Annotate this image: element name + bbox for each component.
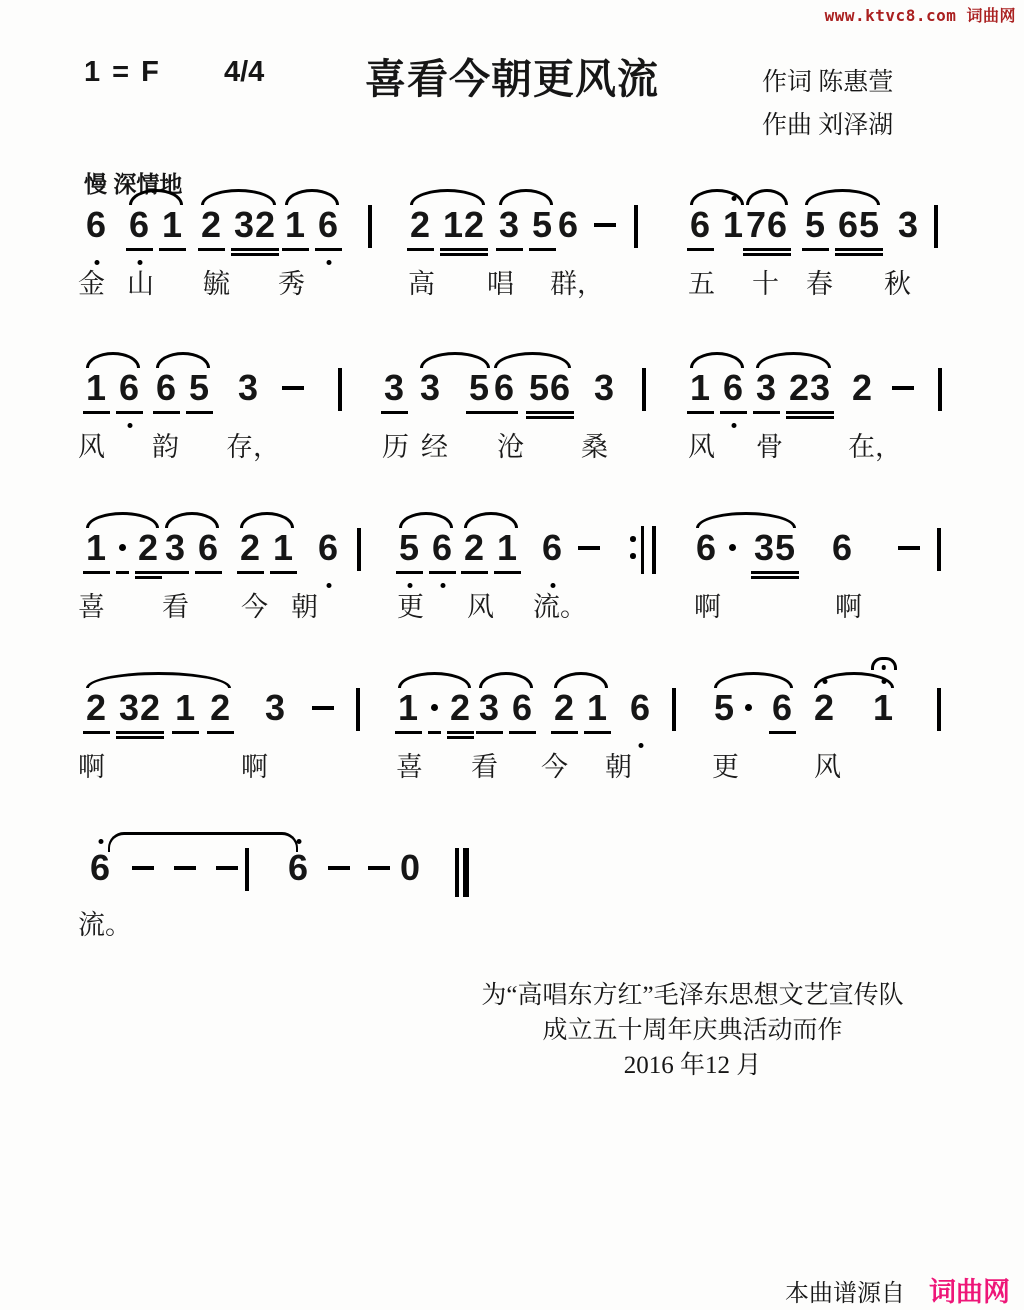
barline-repeat xyxy=(628,526,654,574)
song-title: 喜看今朝更风流 xyxy=(365,56,659,102)
slur-note-group xyxy=(497,205,555,245)
music-line xyxy=(0,368,1024,432)
dash-extension xyxy=(326,848,352,888)
note: 2 xyxy=(208,688,233,728)
note-group xyxy=(540,528,565,568)
lyric-syllable: 山 xyxy=(127,269,154,299)
slur-note-group xyxy=(477,688,535,728)
lyric-syllable: 风 xyxy=(78,432,105,462)
note: 2 xyxy=(812,688,837,728)
note: 23 xyxy=(787,368,833,408)
note: 2 xyxy=(136,528,161,568)
slur-note-group xyxy=(408,205,487,245)
note: 65 xyxy=(836,205,882,245)
note: 1 xyxy=(585,688,610,728)
dash-extension xyxy=(130,848,156,888)
lyric-syllable: 秀 xyxy=(278,269,305,299)
note: 5 xyxy=(467,368,492,408)
slur-note-group xyxy=(812,688,896,728)
barline-single xyxy=(634,205,638,248)
note: 5 xyxy=(187,368,212,408)
lyric-line xyxy=(0,585,1024,621)
note: 3 xyxy=(754,368,779,408)
note: 1 xyxy=(160,205,185,245)
slur-note-group xyxy=(492,368,573,408)
lyric-syllable: 更 xyxy=(397,592,424,622)
lyric-syllable: 流。 xyxy=(78,910,132,940)
note: 6 xyxy=(540,528,565,568)
note: 3 xyxy=(497,205,522,245)
time-signature: 4/4 xyxy=(224,56,265,88)
note: 5 xyxy=(803,205,828,245)
slur-note-group xyxy=(688,368,746,408)
lyric-syllable: 金 xyxy=(78,269,105,299)
note-group xyxy=(592,205,618,245)
slur-note-group xyxy=(418,368,492,408)
note-group xyxy=(263,688,288,728)
note: 6 xyxy=(196,528,221,568)
site-watermark: www.ktvc8.com 词曲网 xyxy=(824,6,1016,25)
note-group xyxy=(896,205,921,245)
note: 3 xyxy=(420,367,442,408)
lyric-line xyxy=(0,903,1024,939)
note: 6 xyxy=(88,848,113,888)
note: 56 xyxy=(527,368,573,408)
fermata-icon xyxy=(871,657,897,670)
lyric-syllable: 春 xyxy=(806,269,833,299)
note: 6 xyxy=(286,848,311,888)
slur-note-group xyxy=(688,205,746,245)
slur-note-group xyxy=(803,205,882,245)
note: 32 xyxy=(117,688,163,728)
note-group xyxy=(576,528,602,568)
note: 6 xyxy=(558,204,580,245)
slur-note-group xyxy=(744,205,790,245)
note: 6 xyxy=(84,205,109,245)
barline-single xyxy=(937,688,941,731)
note: 5 xyxy=(397,528,422,568)
high-octave-dot xyxy=(296,839,301,844)
lyric-syllable: 桑 xyxy=(581,432,608,462)
lyric-syllable: 历 xyxy=(382,432,409,462)
slur-note-group xyxy=(84,368,142,408)
note: 6 xyxy=(492,368,517,408)
barline-single xyxy=(245,848,249,891)
barline-single xyxy=(642,368,646,411)
note: 2 xyxy=(408,205,433,245)
slur-note-group xyxy=(396,688,473,728)
dash-extension xyxy=(896,528,922,568)
note: 5 xyxy=(714,687,736,728)
dedication-line-2: 成立五十周年庆典活动而作 xyxy=(542,1017,843,1044)
note: 0 xyxy=(400,847,422,888)
lyric-syllable: 沧 xyxy=(497,432,524,462)
note: 3 xyxy=(594,367,616,408)
lyric-syllable: 流。 xyxy=(533,592,587,622)
lyric-syllable: 韵 xyxy=(152,432,179,462)
note-group xyxy=(172,848,198,888)
note: 2 xyxy=(852,367,874,408)
augmentation-dot xyxy=(727,528,738,568)
barline-single xyxy=(672,688,676,731)
lyric-syllable: 今 xyxy=(241,592,268,622)
lyric-syllable: 啊 xyxy=(241,752,268,782)
note-group xyxy=(556,205,581,245)
lyric-syllable: 毓 xyxy=(203,269,230,299)
lyric-syllable: 喜 xyxy=(78,592,105,622)
note: 6 xyxy=(154,368,179,408)
note-group xyxy=(628,688,653,728)
note-group xyxy=(896,528,922,568)
barline-single xyxy=(937,528,941,571)
note: 1 xyxy=(84,528,109,568)
note-group xyxy=(316,528,341,568)
note: 6 xyxy=(316,528,341,568)
high-octave-dot xyxy=(822,679,827,684)
note-group xyxy=(88,848,113,888)
dash-extension xyxy=(280,368,306,408)
note-group xyxy=(890,368,916,408)
music-line xyxy=(0,528,1024,592)
note-group xyxy=(236,368,261,408)
barline-single xyxy=(338,368,342,411)
lyric-syllable: 风 xyxy=(467,592,494,622)
high-octave-dot xyxy=(98,839,103,844)
lyric-syllable: 啊 xyxy=(835,592,862,622)
lyric-syllable: 看 xyxy=(471,752,498,782)
slur-note-group xyxy=(84,688,233,728)
lyric-line xyxy=(0,262,1024,298)
note: 3 xyxy=(163,528,188,568)
note: 6 xyxy=(316,205,341,245)
note: 6 xyxy=(117,368,142,408)
dash-extension xyxy=(310,688,336,728)
note: 3 xyxy=(238,367,260,408)
dash-extension xyxy=(366,848,392,888)
lyric-syllable: 群， xyxy=(550,269,604,299)
note: 2 xyxy=(462,528,487,568)
note: 2 xyxy=(552,688,577,728)
dash-extension xyxy=(172,848,198,888)
barline-single xyxy=(938,368,942,411)
slur-note-group xyxy=(283,205,341,245)
note: 3 xyxy=(265,687,287,728)
note: 6 xyxy=(628,688,653,728)
note: 6 xyxy=(688,205,713,245)
high-octave-dot xyxy=(881,679,886,684)
note: 1 xyxy=(396,688,421,728)
note: 6 xyxy=(832,527,854,568)
lyric-syllable: 风 xyxy=(814,752,841,782)
slur-note-group xyxy=(754,368,833,408)
note-group xyxy=(592,368,617,408)
lyric-syllable: 骨 xyxy=(756,432,783,462)
lyric-syllable: 啊 xyxy=(694,592,721,622)
music-line xyxy=(0,205,1024,269)
note: 2 xyxy=(199,205,224,245)
note: 2 xyxy=(448,688,473,728)
lyric-syllable: 在， xyxy=(848,432,902,462)
note: 76 xyxy=(744,205,790,245)
lyric-syllable: 经 xyxy=(421,432,448,462)
dedication-line-1: 为“高唱东方红”毛泽东思想文艺宣传队 xyxy=(481,982,904,1009)
slur-note-group xyxy=(462,528,520,568)
lyric-syllable: 今 xyxy=(541,752,568,782)
lyric-line xyxy=(0,425,1024,461)
lyric-syllable: 看 xyxy=(162,592,189,622)
note: 2 xyxy=(238,528,263,568)
note: 1 xyxy=(173,688,198,728)
source-prefix: 本曲谱源自 xyxy=(785,1280,905,1307)
dedication-note xyxy=(420,978,965,1083)
dash-extension xyxy=(576,528,602,568)
dash-extension xyxy=(214,848,240,888)
lyric-line xyxy=(0,745,1024,781)
note: 1 xyxy=(283,205,308,245)
note: 3 xyxy=(898,204,920,245)
note: 1 xyxy=(688,368,713,408)
note: 1 xyxy=(871,688,896,728)
note-group xyxy=(326,848,352,888)
slur-note-group xyxy=(84,528,161,568)
note-group xyxy=(398,848,423,888)
key-signature: 1 = F xyxy=(84,56,161,88)
note: 6 xyxy=(770,688,795,728)
music-line xyxy=(0,688,1024,752)
augmentation-dot xyxy=(743,688,754,728)
note: 1 xyxy=(84,368,109,408)
note: 3 xyxy=(477,688,502,728)
note: 35 xyxy=(752,528,798,568)
barline-final xyxy=(455,848,469,897)
note: 1 xyxy=(721,205,746,245)
note-group xyxy=(382,368,407,408)
barline-single xyxy=(368,205,372,248)
source-brand-link[interactable]: 词曲网 xyxy=(929,1277,1010,1307)
note: 5 xyxy=(530,205,555,245)
lyric-syllable: 喜 xyxy=(396,752,423,782)
lyric-syllable: 存， xyxy=(226,432,280,462)
augmentation-dot xyxy=(429,688,440,728)
slur-note-group xyxy=(163,528,221,568)
note: 12 xyxy=(441,205,487,245)
barline-single xyxy=(356,688,360,731)
lyric-syllable: 五 xyxy=(688,269,715,299)
lyric-syllable: 十 xyxy=(752,269,779,299)
note-group xyxy=(310,688,336,728)
slur-note-group xyxy=(397,528,455,568)
slur-note-group xyxy=(199,205,278,245)
note-group xyxy=(366,848,392,888)
note: 6 xyxy=(721,368,746,408)
note-group xyxy=(280,368,306,408)
note: 32 xyxy=(232,205,278,245)
slur-note-group xyxy=(712,688,795,728)
source-attribution xyxy=(785,1270,1010,1309)
lyric-syllable: 朝 xyxy=(605,752,632,782)
slur-note-group xyxy=(238,528,296,568)
slur-note-group xyxy=(127,205,185,245)
barline-single xyxy=(357,528,361,571)
note: 1 xyxy=(495,528,520,568)
note-group xyxy=(84,205,109,245)
note-group xyxy=(286,848,311,888)
note: 6 xyxy=(127,205,152,245)
note-group xyxy=(850,368,875,408)
barline-single xyxy=(934,205,938,248)
slur-note-group xyxy=(154,368,212,408)
lyric-syllable: 朝 xyxy=(291,592,318,622)
note: 1 xyxy=(271,528,296,568)
note-group xyxy=(214,848,240,888)
note: 6 xyxy=(510,688,535,728)
slur-note-group xyxy=(552,688,610,728)
dedication-line-3: 2016 年12 月 xyxy=(623,1052,762,1079)
note: 6 xyxy=(430,528,455,568)
lyric-syllable: 高 xyxy=(408,269,435,299)
augmentation-dot xyxy=(117,528,128,568)
tempo-marking: 慢 深情地 xyxy=(84,171,183,197)
lyric-syllable: 唱 xyxy=(487,269,514,299)
dash-extension xyxy=(890,368,916,408)
composer-credit: 作曲 刘泽湖 xyxy=(762,112,894,139)
dash-extension xyxy=(592,205,618,245)
note: 6 xyxy=(696,527,718,568)
slur-note-group xyxy=(694,528,798,568)
lyric-syllable: 风 xyxy=(688,432,715,462)
lyric-syllable: 啊 xyxy=(78,752,105,782)
note: 2 xyxy=(84,688,109,728)
note: 3 xyxy=(382,368,407,408)
note-group xyxy=(830,528,855,568)
high-octave-dot xyxy=(731,196,736,201)
lyricist-credit: 作词 陈惠萱 xyxy=(762,69,894,96)
lyric-syllable: 秋 xyxy=(884,269,911,299)
note-group xyxy=(130,848,156,888)
lyric-syllable: 更 xyxy=(712,752,739,782)
